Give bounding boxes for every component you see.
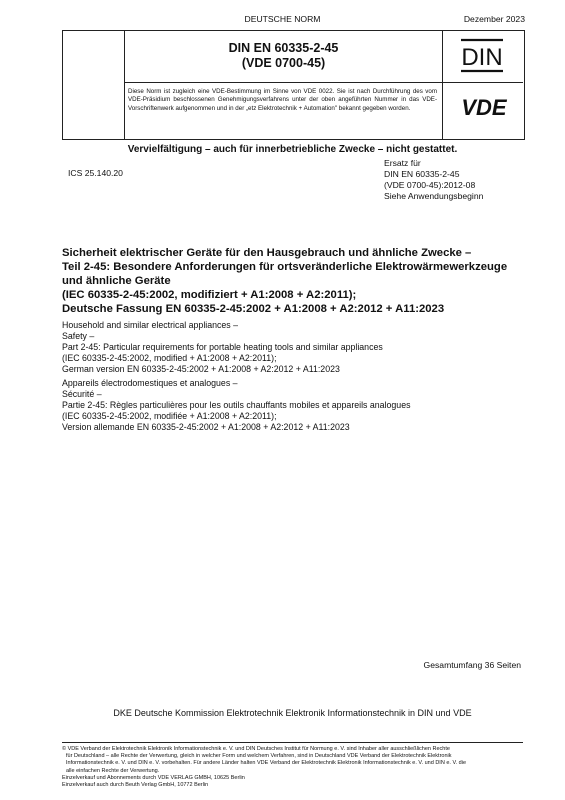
replacement-label: Ersatz für (384, 158, 421, 168)
french-title (62, 378, 527, 433)
german-title-line-1: Sicherheit elektrischer Geräte für den Hausgebrauch und ähnliche Zwecke – (62, 247, 472, 259)
english-title-line-5: German version EN 60335-2-45:2002 + A1:2008 + A2:2012 + A11:2023 (62, 364, 340, 375)
ics-code: ICS 25.140.20 (68, 168, 123, 178)
svg-text:DIN: DIN (461, 44, 503, 71)
title-block-mid-divider (124, 82, 523, 83)
total-pages: Gesamtumfang 36 Seiten (423, 660, 521, 670)
replacement-line-3: Siehe Anwendungsbeginn (384, 191, 484, 201)
french-title-line-3: Partie 2-45: Règles particulières pour les outils chauffants mobiles et appareils analogues (62, 400, 411, 411)
dke-line: DKE Deutsche Kommission Elektrotechnik Elektronik Informationstechnik in DIN und VDE (113, 708, 472, 718)
english-title-line-4: (IEC 60335-2-45:2002, modified + A1:2008 + A2:2011); (62, 353, 277, 364)
english-title (62, 320, 527, 375)
copyright-line-5: Einzelverkauf und Abonnements durch VDE VERLAG GMBH, 10625 Berlin (62, 774, 245, 781)
english-title-line-1: Household and similar electrical appliances – (62, 320, 239, 330)
reproduction-notice: Vervielfältigung – auch für innerbetriebliche Zwecke – nicht gestattet. (127, 144, 458, 155)
french-title-line-1: Appareils électrodomestiques et analogues – (62, 378, 238, 388)
standard-number: DIN EN 60335-2-45 (228, 41, 339, 55)
french-title-line-4: (IEC 60335-2-45:2002, modifiée + A1:2008 + A2:2011); (62, 411, 277, 422)
din-logo (461, 38, 503, 73)
replacement-info (384, 158, 483, 202)
copyright-line-1: © VDE Verband der Elektrotechnik Elektronik Informationstechnik e. V. und DIN Deutsches Institut für Normung e. V. sind Inhaber aller ausschließlichen Rechte (62, 746, 450, 752)
french-title-line-5: Version allemande EN 60335-2-45:2002 + A1:2008 + A2:2012 + A11:2023 (62, 422, 350, 433)
german-title (62, 246, 527, 316)
vde-note: Diese Norm ist zugleich eine VDE-Bestimmung im Sinne von VDE 0022. Sie ist nach Durchführung des vom VDE-Präsidium beschlossenen Genehmigungsverfahrens unter der oben angeführten Nummer in das VDE-Vorschriftenwerk aufgenommen und in der „etz Elektrotechnik + Automation" bekannt gegeben worden. (128, 88, 437, 112)
replacement-line-1: DIN EN 60335-2-45 (384, 169, 460, 179)
footer-separator (62, 742, 523, 743)
svg-text:VDE: VDE (461, 95, 507, 120)
standard-type: DEUTSCHE NORM (244, 14, 321, 24)
publication-date: Dezember 2023 (463, 14, 525, 24)
german-title-line-2: Teil 2-45: Besondere Anforderungen für ortsveränderliche Elektrowärmewerkzeuge (62, 261, 508, 273)
french-title-line-2: Sécurité – (62, 389, 102, 400)
copyright-notice (62, 746, 532, 789)
english-title-line-3: Part 2-45: Particular requirements for portable heating tools and similar appliances (62, 342, 383, 353)
copyright-line-6: Einzelverkauf auch durch Beuth Verlag GmbH, 10772 Berlin (62, 782, 209, 789)
replacement-line-2: (VDE 0700-45):2012-08 (384, 180, 476, 190)
copyright-line-4: alle einfachen Rechte der Verwertung. (66, 767, 160, 774)
vde-number: (VDE 0700-45) (241, 56, 326, 70)
english-title-line-2: Safety – (62, 331, 95, 342)
german-title-line-5: Deutsche Fassung EN 60335-2-45:2002 + A1:2008 + A2:2012 + A11:2023 (62, 303, 445, 315)
vde-logo (451, 94, 517, 120)
german-title-line-4: (IEC 60335-2-45:2002, modifiziert + A1:2008 + A2:2011); (62, 289, 357, 301)
title-block-right-divider (442, 30, 443, 139)
copyright-line-2: für Deutschland – alle Rechte der Verwertung, gleich in welcher Form und welchem Verfahren, sind in Deutschland VDE Verband der Elektrotechnik Elektronik (66, 753, 452, 760)
german-title-line-3: und ähnliche Geräte (62, 275, 171, 287)
copyright-line-3: Informationstechnik e. V. und DIN e. V. vorbehalten. Für andere Länder halten VDE Verband der Elektrotechnik Elektronik Informationstechnik e. V. und DIN e. V. die (66, 760, 467, 767)
